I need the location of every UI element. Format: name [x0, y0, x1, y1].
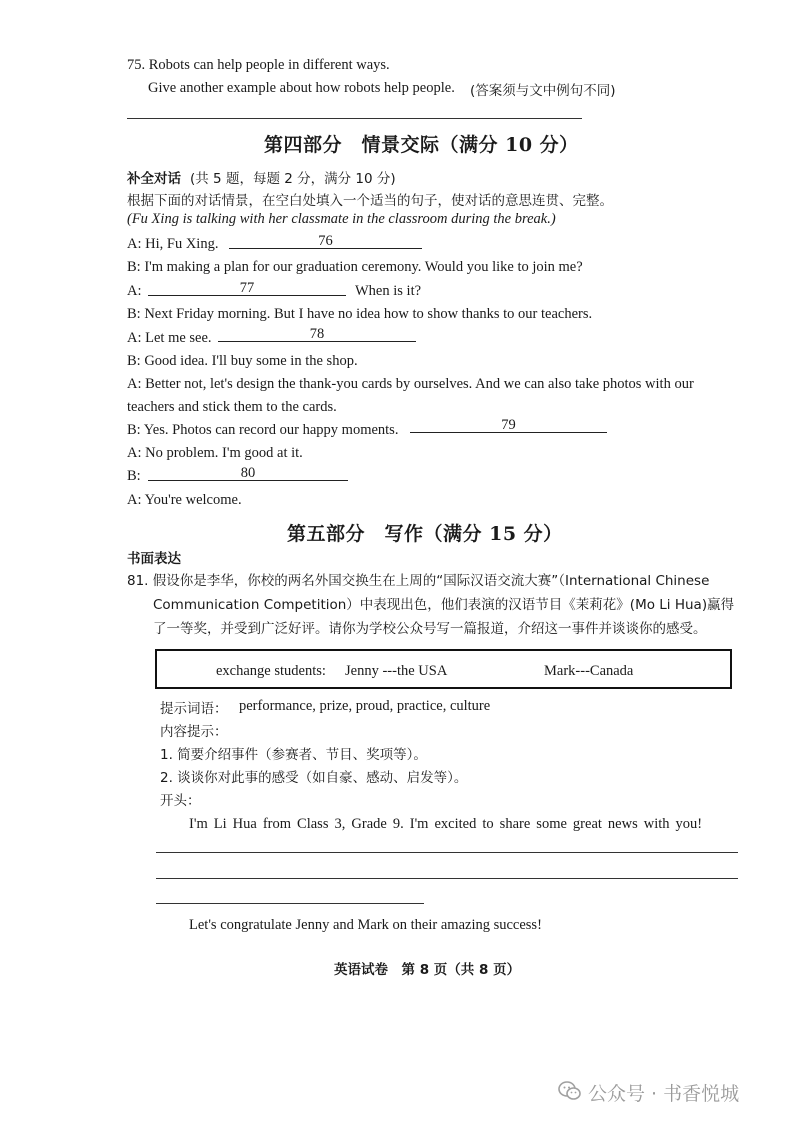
q81-line3: 了一等奖，并受到广泛好评。请你为学校公众号写一篇报道，介绍这一事件并谈谈你的感受。 [153, 621, 707, 637]
content-label: 内容提示： [160, 724, 228, 740]
wechat-icon [558, 1080, 582, 1107]
writing-line[interactable] [156, 852, 738, 853]
part4-score: (共 5 题，每题 2 分，满分 10 分) [190, 171, 396, 187]
page-footer: 英语试卷 第 8 页（共 8 页） [334, 962, 521, 978]
dialogue-line: B: I'm making a plan for our graduation ceremony. Would you like to join me? [127, 259, 583, 275]
part4-instruction: 根据下面的对话情景，在空白处填入一个适当的句子，使对话的意思连贯、完整。 [127, 193, 613, 209]
dialogue-line: A: [127, 283, 142, 299]
part4-title: 第四部分 情景交际（满分 10 分） [264, 134, 579, 156]
dialogue-line: A: You're welcome. [127, 492, 242, 508]
box-jenny: Jenny ---the USA [345, 663, 448, 679]
hint-words: performance, prize, proud, practice, culture [239, 698, 491, 714]
part4-subtitle: 补全对话 [127, 171, 181, 187]
q75-line2: Give another example about how robots help people. [148, 80, 455, 96]
blank-number: 80 [240, 465, 256, 481]
q75-note: (答案须与文中例句不同) [470, 83, 616, 99]
part5-title: 第五部分 写作（满分 15 分） [287, 523, 563, 545]
opening-sentence: I'm Li Hua from Class 3, Grade 9. I'm excited to share some great news with you! [189, 816, 703, 832]
part5-subtitle: 书面表达 [127, 551, 181, 567]
box-mark: Mark---Canada [544, 663, 634, 679]
dialogue-line: A: No problem. I'm good at it. [127, 445, 303, 461]
dialogue-line: When is it? [355, 283, 422, 299]
q81-line2: Communication Competition）中表现出色，他们表演的汉语节目《茉莉花》(Mo Li Hua)赢得 [153, 597, 735, 613]
dialogue-line: A: Better not, let's design the thank-you cards by ourselves. And we can also take photos with our [127, 376, 694, 392]
q81-line1: 81. 假设你是李华，你校的两名外国交换生在上周的“国际汉语交流大赛”（International Chinese [127, 573, 710, 589]
content-point-1: 1. 简要介绍事件（参赛者、节目、奖项等）。 [160, 747, 427, 763]
dialogue-line: B: Yes. Photos can record our happy moments. [127, 422, 399, 438]
part4-context: (Fu Xing is talking with her classmate in the classroom during the break.) [127, 211, 556, 227]
dialogue-line: B: [127, 468, 141, 484]
opening-label: 开头： [160, 793, 201, 809]
blank-number: 78 [309, 326, 325, 342]
blank-number: 79 [501, 417, 516, 433]
box-label: exchange students: [216, 663, 326, 679]
blank-number: 77 [239, 280, 255, 296]
closing-sentence: Let's congratulate Jenny and Mark on their amazing success! [189, 917, 542, 933]
dialogue-line: teachers and stick them to the cards. [127, 399, 337, 415]
dialogue-line: A: Let me see. [127, 330, 212, 346]
q75-line1: 75. Robots can help people in different ways. [127, 57, 390, 73]
hint-label: 提示词语： [160, 701, 228, 717]
dialogue-line: A: Hi, Fu Xing. [127, 236, 219, 252]
content-point-2: 2. 谈谈你对此事的感受（如自豪、感动、启发等）。 [160, 770, 468, 786]
blank-number: 76 [318, 233, 333, 249]
q75-answer-line[interactable] [127, 118, 582, 119]
writing-line[interactable] [156, 903, 424, 904]
dialogue-line: B: Good idea. I'll buy some in the shop. [127, 353, 358, 369]
writing-line[interactable] [156, 878, 738, 879]
dialogue-line: B: Next Friday morning. But I have no idea how to show thanks to our teachers. [127, 306, 593, 322]
watermark-text: 公众号 · 书香悦城 [588, 1083, 740, 1105]
